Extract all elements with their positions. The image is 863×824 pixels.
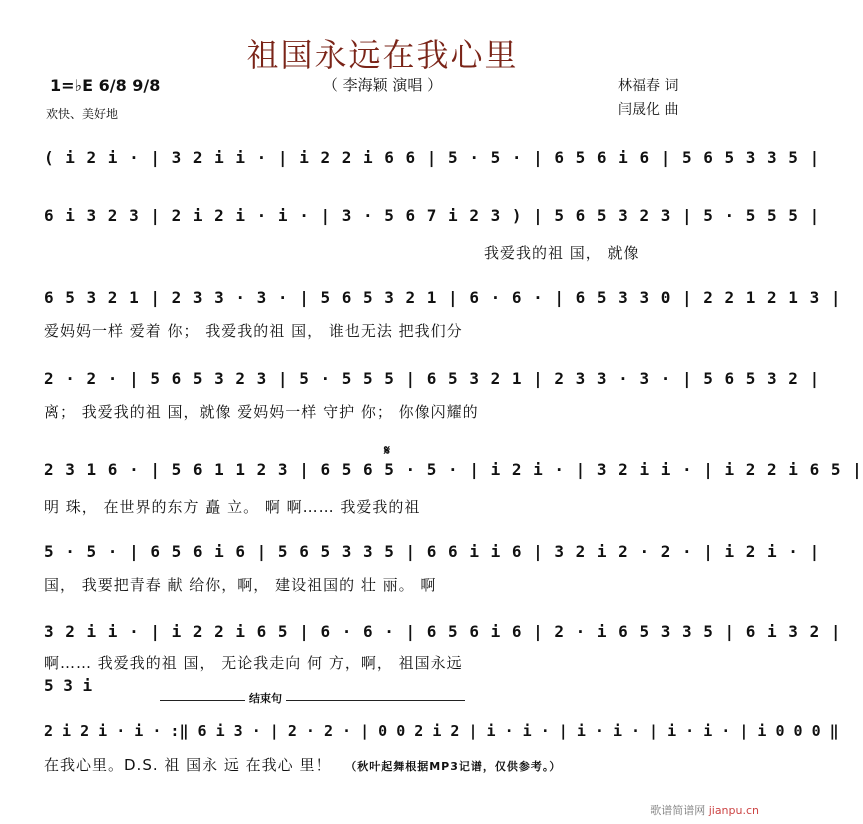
notation: 5 · 5 · | 6 5 6 i 6 | 5 6 5 3 3 5 | 6 6 i i 6 | 3 2 i 2 · 2 · | i 2 i · |: [44, 542, 821, 561]
lyrics: 我爱我的祖 国， 就像: [484, 244, 640, 262]
segno-sign: 𝄋: [384, 443, 391, 459]
footnote: （秋叶起舞根据MP3记谱，仅供参考。）: [345, 760, 562, 773]
lyrics: 离； 我爱我的祖 国，就像 爱妈妈一样 守护 你； 你像闪耀的: [44, 403, 479, 421]
lyrics-text: 在我心里。D.S. 祖 国永 远 在我心 里！: [44, 756, 332, 774]
watermark-url: jianpu.cn: [708, 804, 759, 817]
lyrics: 国， 我要把青春 献 给你，啊， 建设祖国的 壮 丽。 啊: [44, 576, 437, 594]
singer-credit: （ 李海颖 演唱 ）: [322, 76, 443, 94]
watermark: [650, 802, 759, 818]
alternate-notes: 5 3 i: [44, 676, 93, 695]
credits: [618, 74, 678, 122]
lyrics: 爱妈妈一样 爱着 你； 我爱我的祖 国， 谁也无法 把我们分: [44, 322, 463, 340]
ending-label: 结束句: [245, 690, 286, 706]
lyrics: [44, 754, 724, 775]
watermark-site: 歌谱简谱网: [650, 804, 706, 817]
notation: 3 2 i i · | i 2 2 i 6 5 | 6 · 6 · | 6 5 6 i 6 | 2 · i 6 5 3 3 5 | 6 i 3 2 |: [44, 622, 842, 641]
composer: 闫晟化 曲: [618, 102, 679, 118]
notation: 2 3 1 6 · | 5 6 1 1 2 3 | 6 5 6 5 · 5 · | i 2 i · | 3 2 i i · | i 2 2 i 6 5 |: [44, 460, 863, 479]
lyrics: 啊…… 我爱我的祖 国， 无论我走向 何 方，啊， 祖国永远: [44, 654, 463, 672]
lyrics: 明 珠， 在世界的东方 矗 立。 啊 啊…… 我爱我的祖: [44, 498, 421, 516]
ending-bracket: [160, 692, 465, 711]
lyricist: 林福春 词: [618, 78, 679, 94]
tempo-marking: 欢快、美好地: [46, 107, 119, 121]
notation: ( i 2 i · | 3 2 i i · | i 2 2 i 6 6 | 5 · 5 · | 6 5 6 i 6 | 5 6 5 3 3 5 |: [44, 148, 821, 167]
score-title: 祖国永远在我心里: [246, 36, 519, 74]
key-signature: 1=♭E 6/8 9/8: [50, 76, 161, 95]
notation: 2 i 2 i · i · :‖ 6 i 3 · | 2 · 2 · | 0 0 2 i 2 | i · i · | i · i · | i · i · | i 0 0 0 ‖: [44, 722, 839, 740]
notation: 6 i 3 2 3 | 2 i 2 i · i · | 3 · 5 6 7 i 2 3 ) | 5 6 5 3 2 3 | 5 · 5 5 5 |: [44, 206, 821, 225]
notation: 2 · 2 · | 5 6 5 3 2 3 | 5 · 5 5 5 | 6 5 3 2 1 | 2 3 3 · 3 · | 5 6 5 3 2 |: [44, 369, 821, 388]
notation: 6 5 3 2 1 | 2 3 3 · 3 · | 5 6 5 3 2 1 | 6 · 6 · | 6 5 3 3 0 | 2 2 1 2 1 3 |: [44, 288, 842, 307]
